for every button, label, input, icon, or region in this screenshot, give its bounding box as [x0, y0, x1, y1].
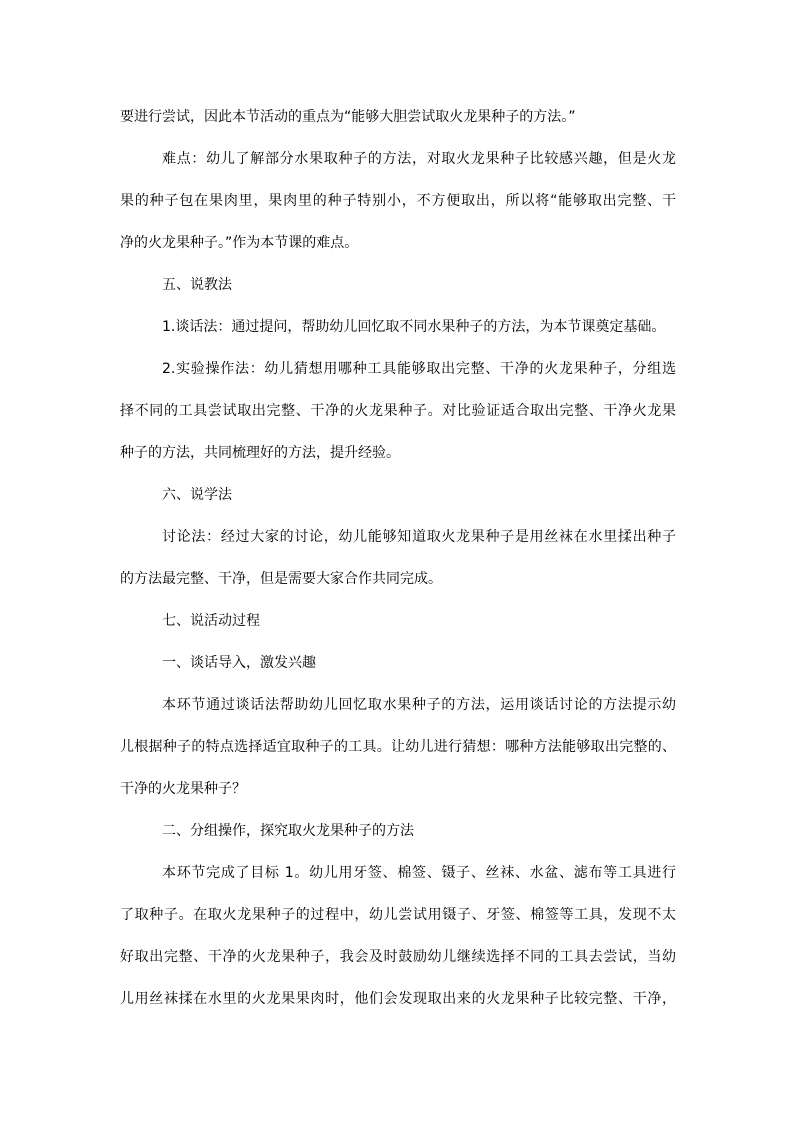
- paragraph-line: 讨论法：经过大家的讨论，幼儿能够知道取火龙果种子是用丝袜在水里揉出种子: [162, 529, 676, 545]
- paragraph-line: 干净的火龙果种子？: [120, 781, 246, 797]
- paragraph-line: 本环节通过谈话法帮助幼儿回忆取水果种子的方法，运用谈话讨论的方法提示幼: [162, 697, 676, 713]
- section-heading: 五、说教法: [162, 277, 232, 293]
- section-heading: 六、说学法: [162, 487, 232, 503]
- paragraph-line: 儿根据种子的特点选择适宜取种子的工具。让幼儿进行猜想：哪种方法能够取出完整的、: [120, 739, 676, 755]
- document-body: [120, 102, 676, 1026]
- paragraph-line: 好取出完整、干净的火龙果种子，我会及时鼓励幼儿继续选择不同的工具去尝试，当幼: [120, 949, 676, 965]
- subsection-heading: 二、分组操作，探究取火龙果种子的方法: [162, 823, 414, 839]
- paragraph-line: 择不同的工具尝试取出完整、干净的火龙果种子。对比验证适合取出完整、干净火龙果: [120, 403, 676, 419]
- paragraph-line: 果的种子包在果肉里，果肉里的种子特别小，不方便取出，所以将“能够取出完整、干: [120, 193, 676, 209]
- paragraph-line: 的方法最完整、干净，但是需要大家合作共同完成。: [120, 571, 442, 587]
- paragraph-line: 难点：幼儿了解部分水果取种子的方法，对取火龙果种子比较感兴趣，但是火龙: [162, 151, 676, 167]
- paragraph-line: 种子的方法，共同梳理好的方法，提升经验。: [120, 445, 400, 461]
- subsection-heading: 一、谈话导入，激发兴趣: [162, 655, 316, 671]
- paragraph-line: 2.实验操作法：幼儿猜想用哪种工具能够取出完整、干净的火龙果种子，分组选: [162, 361, 676, 377]
- paragraph-line: 要进行尝试，因此本节活动的重点为“能够大胆尝试取火龙果种子的方法。”: [120, 109, 576, 125]
- paragraph-line: 儿用丝袜揉在水里的火龙果果肉时，他们会发现取出来的火龙果种子比较完整、干净，: [120, 991, 676, 1007]
- paragraph-line: 净的火龙果种子。”作为本节课的难点。: [120, 235, 359, 251]
- section-heading: 七、说活动过程: [162, 613, 260, 629]
- paragraph-line: 本环节完成了目标 1。幼儿用牙签、棉签、镊子、丝袜、水盆、滤布等工具进行: [162, 865, 676, 881]
- paragraph-line: 1.谈话法：通过提问，帮助幼儿回忆取不同水果种子的方法，为本节课奠定基础。: [162, 319, 666, 335]
- paragraph-line: 了取种子。在取火龙果种子的过程中，幼儿尝试用镊子、牙签、棉签等工具，发现不太: [120, 907, 676, 923]
